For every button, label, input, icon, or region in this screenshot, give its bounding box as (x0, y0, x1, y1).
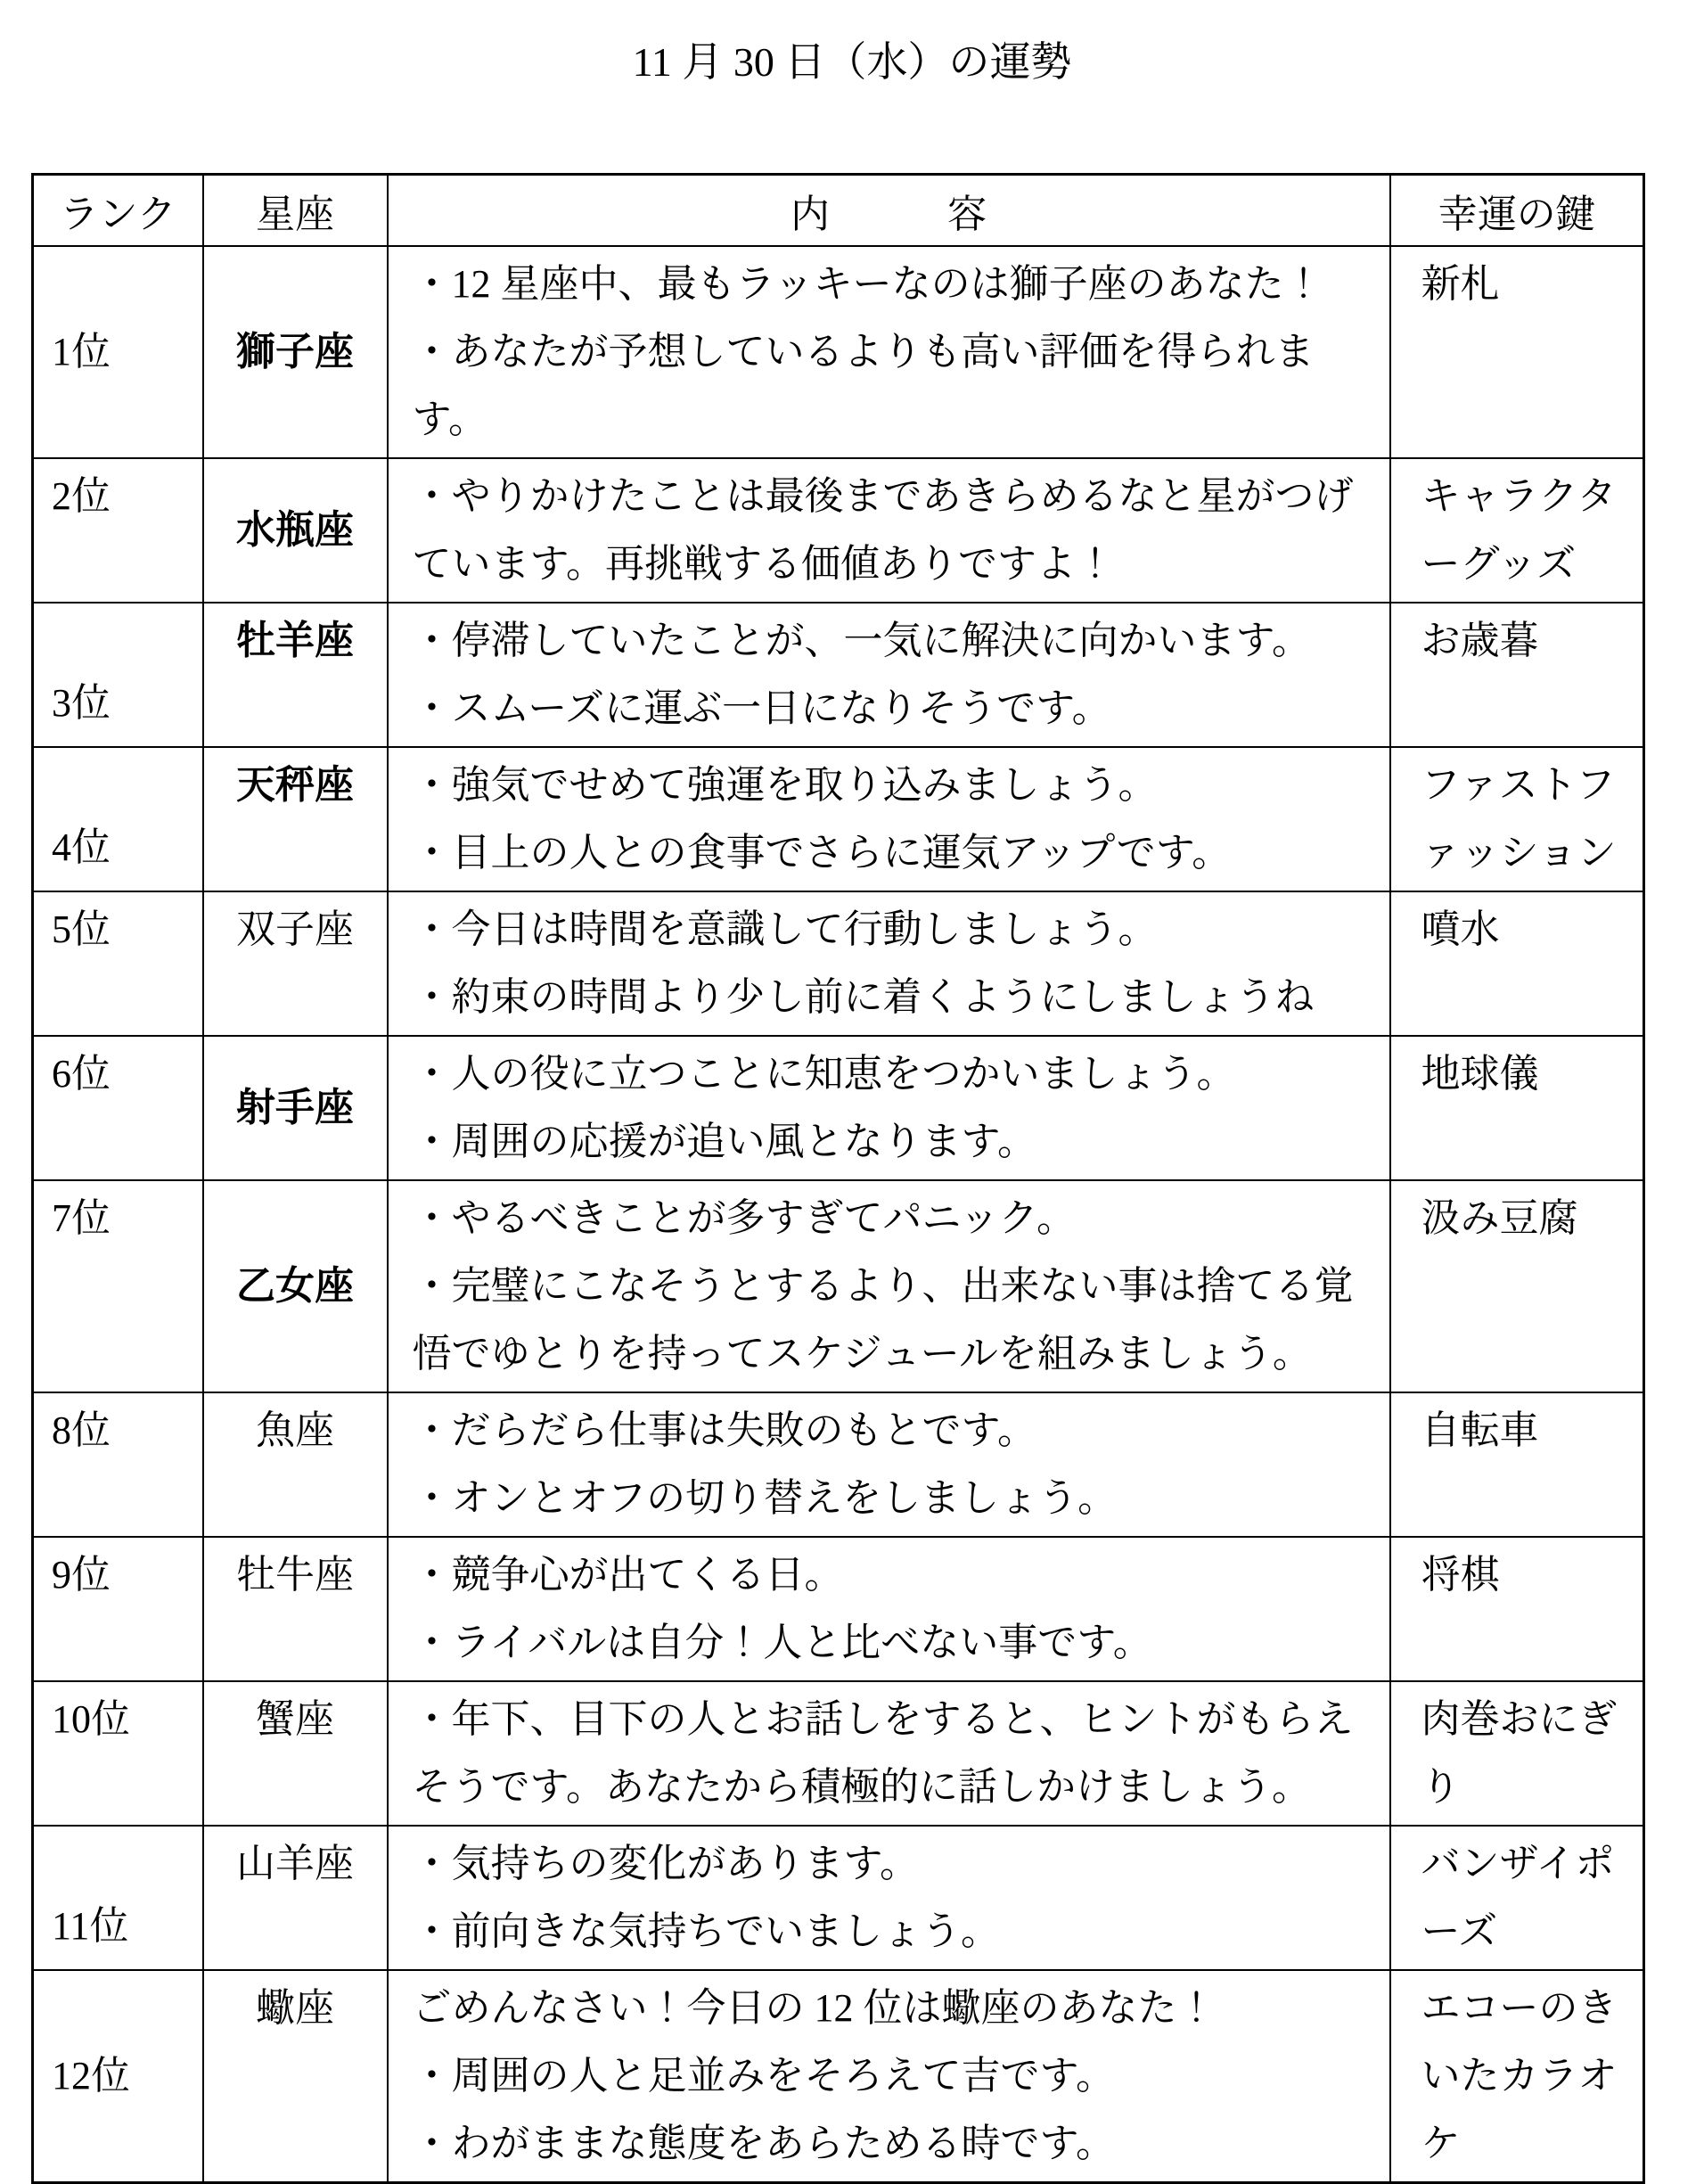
rank-cell: 5位 (33, 891, 203, 1036)
lucky-key-cell: 新札 (1390, 246, 1644, 458)
table-row (33, 1970, 1644, 2183)
rank-cell: 9位 (33, 1537, 203, 1681)
content-line: ・やるべきことが多すぎてパニック。 (412, 1196, 1076, 1240)
content-cell (388, 1681, 1390, 1826)
content-line: ・ライバルは自分！人と比べない事です。 (412, 1621, 1152, 1664)
column-header-content: 内 容 (388, 175, 1390, 247)
lucky-key-cell: お歳暮 (1390, 603, 1644, 747)
zodiac-sign-cell: 山羊座 (203, 1826, 388, 1970)
content-line: ・気持ちの変化があります。 (412, 1842, 919, 1885)
content-line: ごめんなさい！今日の 12 位は蠍座のあなた！ (412, 1986, 1217, 2030)
column-header-rank: ランク (33, 175, 203, 247)
table-row (33, 458, 1644, 603)
content-cell (388, 1036, 1390, 1180)
rank-cell: 2位 (33, 458, 203, 603)
content-line: ・強気でせめて強運を取り込みましょう。 (412, 763, 1158, 807)
column-header-lucky-key: 幸運の鍵 (1390, 175, 1644, 247)
content-cell (388, 747, 1390, 891)
content-line: ・やりかけたことは最後まであきらめるなと星がつげています。再挑戦する価値ありですよ！ (412, 474, 1354, 586)
column-header-sign: 星座 (203, 175, 388, 247)
table-row (33, 1681, 1644, 1826)
lucky-key-cell: 将棋 (1390, 1537, 1644, 1681)
content-line: ・約束の時間より少し前に着くようにしましょうね (412, 975, 1315, 1019)
zodiac-sign-cell: 牡羊座 (203, 603, 388, 747)
content-line: ・わがままな態度をあらためる時です。 (412, 2122, 1115, 2165)
lucky-key-cell: 自転車 (1390, 1392, 1644, 1537)
content-line: ・12 星座中、最もラッキーなのは獅子座のあなた！ (412, 262, 1323, 306)
rank-cell: 7位 (33, 1180, 203, 1392)
content-cell (388, 246, 1390, 458)
lucky-key-cell: バンザイポーズ (1390, 1826, 1644, 1970)
content-line: ・あなたが予想しているよりも高い評価を得られます。 (412, 330, 1315, 441)
content-cell (388, 1826, 1390, 1970)
header-row (33, 175, 1644, 247)
content-line: ・停滞していたことが、一気に解決に向かいます。 (412, 619, 1311, 662)
content-line: ・周囲の応援が追い風となります。 (412, 1120, 1036, 1163)
rank-cell: 1位 (33, 246, 203, 458)
content-cell (388, 891, 1390, 1036)
table-row (33, 891, 1644, 1036)
lucky-key-cell: 汲み豆腐 (1390, 1180, 1644, 1392)
zodiac-sign-cell: 牡牛座 (203, 1537, 388, 1681)
content-cell (388, 1970, 1390, 2183)
rank-cell: 10位 (33, 1681, 203, 1826)
content-line: ・だらだら仕事は失敗のもとです。 (412, 1408, 1036, 1452)
lucky-key-cell: 肉巻おにぎり (1390, 1681, 1644, 1826)
content-line: ・今日は時間を意識して行動しましょう。 (412, 907, 1158, 951)
zodiac-sign-cell: 魚座 (203, 1392, 388, 1537)
content-cell (388, 1537, 1390, 1681)
table-row (33, 747, 1644, 891)
zodiac-sign-cell: 水瓶座 (203, 458, 388, 603)
zodiac-sign-cell: 蠍座 (203, 1970, 388, 2183)
rank-cell: 12位 (33, 1970, 203, 2183)
lucky-key-cell: 噴水 (1390, 891, 1644, 1036)
fortune-table (31, 173, 1645, 2184)
rank-cell: 4位 (33, 747, 203, 891)
content-line: ・スムーズに運ぶ一日になりそうです。 (412, 686, 1111, 730)
content-line: ・周囲の人と足並みをそろえて吉です。 (412, 2054, 1115, 2098)
rank-cell: 8位 (33, 1392, 203, 1537)
lucky-key-cell: 地球儀 (1390, 1036, 1644, 1180)
zodiac-sign-cell: 乙女座 (203, 1180, 388, 1392)
content-line: ・オンとオフの切り替えをしましょう。 (412, 1476, 1118, 1520)
rank-cell: 11位 (33, 1826, 203, 1970)
page-title: 11 月 30 日（水）の運勢 (632, 39, 1072, 85)
content-line: ・年下、目下の人とお話しをすると、ヒントがもらえそうです。あなたから積極的に話しかけましょう。 (412, 1697, 1354, 1809)
table-row (33, 603, 1644, 747)
lucky-key-cell: エコーのきいたカラオケ (1390, 1970, 1644, 2183)
table-row (33, 246, 1644, 458)
table-row (33, 1826, 1644, 1970)
table-row (33, 1036, 1644, 1180)
content-cell (388, 1392, 1390, 1537)
content-cell (388, 458, 1390, 603)
content-line: ・完璧にこなそうとするより、出来ない事は捨てる覚悟でゆとりを持ってスケジュールを組みましょう。 (412, 1264, 1354, 1375)
table-row (33, 1392, 1644, 1537)
content-line: ・競争心が出てくる日。 (412, 1553, 844, 1597)
content-line: ・目上の人との食事でさらに運気アップです。 (412, 831, 1232, 874)
content-cell (388, 603, 1390, 747)
zodiac-sign-cell: 蟹座 (203, 1681, 388, 1826)
table-body (33, 246, 1644, 2183)
zodiac-sign-cell: 双子座 (203, 891, 388, 1036)
content-cell (388, 1180, 1390, 1392)
rank-cell: 6位 (33, 1036, 203, 1180)
content-line: ・前向きな気持ちでいましょう。 (412, 1909, 1001, 1953)
zodiac-sign-cell: 射手座 (203, 1036, 388, 1180)
lucky-key-cell: ファストファッション (1390, 747, 1644, 891)
table-row (33, 1537, 1644, 1681)
zodiac-sign-cell: 天秤座 (203, 747, 388, 891)
table-row (33, 1180, 1644, 1392)
content-line: ・人の役に立つことに知恵をつかいましょう。 (412, 1052, 1236, 1096)
rank-cell: 3位 (33, 603, 203, 747)
lucky-key-cell: キャラクターグッズ (1390, 458, 1644, 603)
zodiac-sign-cell: 獅子座 (203, 246, 388, 458)
